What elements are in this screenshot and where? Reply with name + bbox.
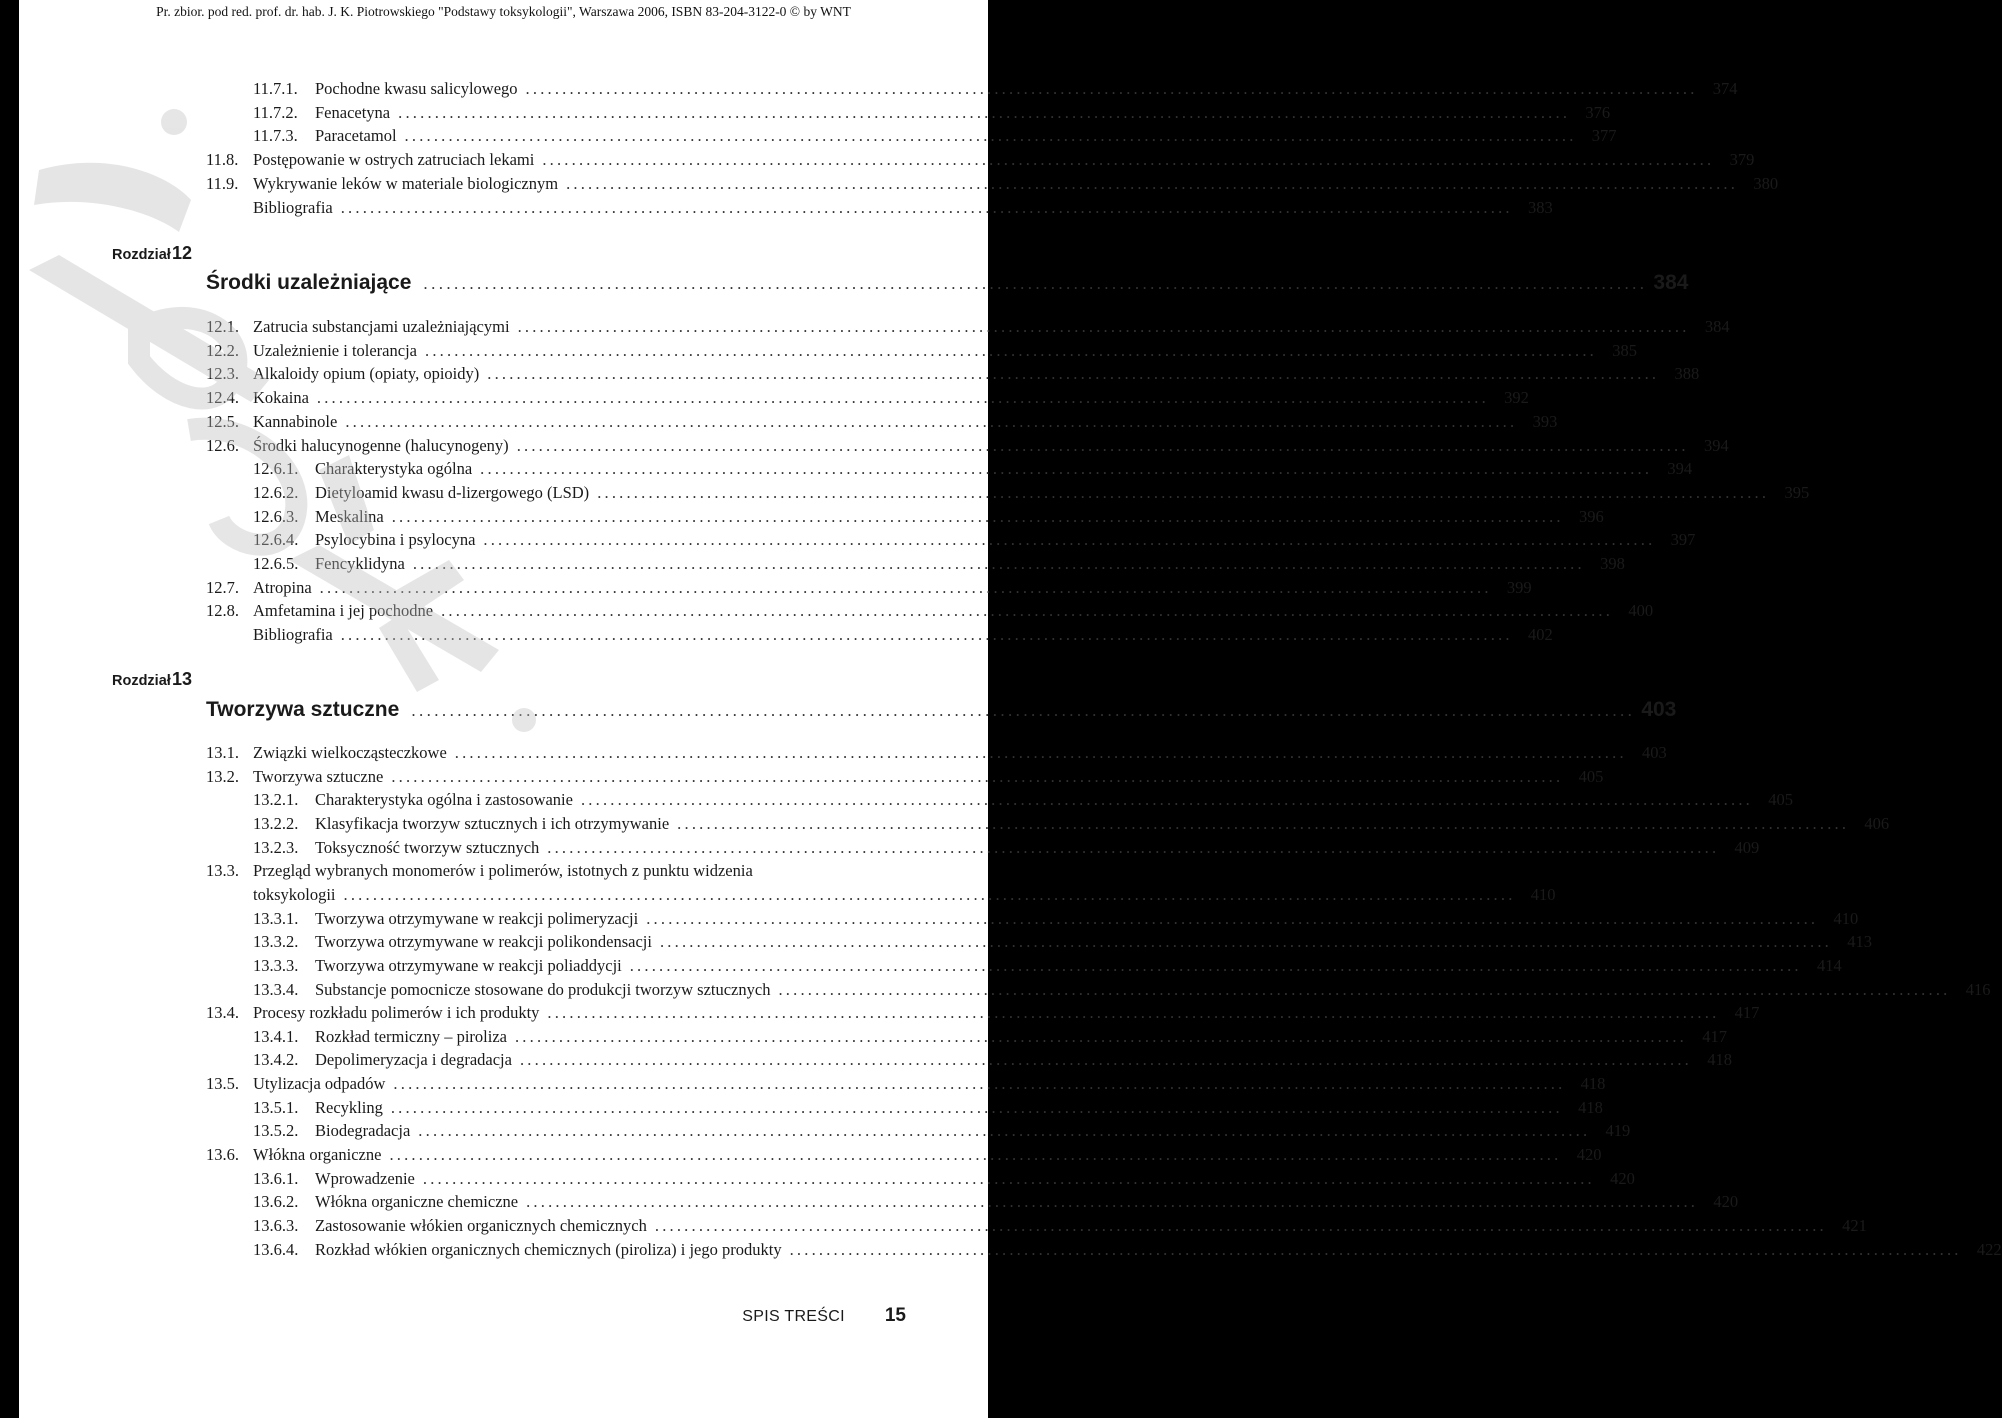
leader-dots: ................................................................................................................................................................ [398, 102, 1571, 122]
toc-entry[interactable] [253, 908, 1859, 930]
toc-entry-page: 414 [1816, 955, 1842, 975]
leader-dots: ................................................................................................................................................................ [514, 1026, 1687, 1046]
toc-entry-number: 11.7.3. [253, 126, 298, 146]
leader-dots: ................................................................................................................................................................ [411, 701, 1636, 720]
toc-entry[interactable] [206, 766, 1604, 788]
footer-section-label: SPIS TREŚCI [742, 1308, 845, 1325]
leader-dots: ................................................................................................................................................................ [423, 274, 1648, 293]
toc-entry-page: 420 [1610, 1168, 1635, 1188]
toc-entry-title: Tworzywa otrzymywane w reakcji poliaddycji [315, 955, 622, 975]
toc-entry-page: 413 [1847, 932, 1872, 952]
leader-dots: ................................................................................................................................................................ [425, 340, 1597, 360]
toc-entry-page: 418 [1580, 1074, 1606, 1094]
toc-entry-number: 13.1. [206, 743, 239, 762]
toc-entry-number: 13.2. [206, 766, 239, 786]
toc-entry-number: 13.4. [206, 1003, 239, 1023]
toc-entry-number: 13.6.4. [253, 1239, 299, 1259]
toc-entry-title: Depolimeryzacja i degradacja [315, 1050, 512, 1070]
toc-entry[interactable] [206, 363, 1700, 385]
toc-entry[interactable] [253, 884, 1556, 906]
leader-dots: ................................................................................................................................................................ [487, 364, 1660, 384]
toc-entry-page: 388 [1674, 364, 1700, 384]
toc-entry-number: 12.3. [206, 364, 239, 384]
toc-entry[interactable] [253, 1120, 1631, 1142]
toc-entry-number: 13.6.3. [253, 1216, 299, 1235]
toc-entry[interactable] [206, 1002, 1760, 1024]
toc-entry[interactable] [253, 955, 1842, 977]
leader-dots: ................................................................................................................................................................ [516, 435, 1689, 455]
toc-entry-page: 406 [1864, 813, 1890, 833]
toc-entry[interactable] [206, 1073, 1606, 1095]
leader-dots: ................................................................................................................................................................ [778, 979, 1951, 999]
toc-entry-title: Kannabinole [253, 411, 338, 431]
toc-entry-number: 12.4. [206, 388, 239, 408]
leader-dots: ................................................................................................................................................................ [454, 743, 1627, 762]
toc-entry-title: Toksyczność tworzyw sztucznych [315, 837, 540, 857]
toc-entry-page: 374 [1712, 79, 1738, 98]
leader-dots: ................................................................................................................................................................ [340, 197, 1513, 217]
toc-entry[interactable] [206, 1144, 1602, 1166]
toc-entry-page: 420 [1713, 1192, 1739, 1212]
chapter-page-number: 384 [1653, 271, 1689, 294]
toc-entry[interactable] [253, 458, 1693, 480]
toc-entry-title: toksykologii [253, 884, 336, 904]
toc-entry[interactable] [253, 102, 1611, 124]
toc-entry[interactable] [253, 931, 1872, 953]
toc-entry-number: 13.6.2. [253, 1192, 299, 1212]
toc-entry-page: 385 [1612, 340, 1637, 360]
toc-entry-number: 11.7.2. [253, 102, 298, 122]
leader-dots: ................................................................................................................................................................ [340, 625, 1513, 645]
toc-entry[interactable] [253, 1191, 1739, 1213]
toc-entry-page: 384 [1704, 317, 1730, 336]
leader-dots: ................................................................................................................................................................ [404, 126, 1577, 146]
toc-entry-page: 419 [1605, 1121, 1631, 1141]
leader-dots: ................................................................................................................................................................ [391, 766, 1564, 786]
toc-entry-number: 12.2. [206, 340, 239, 360]
chapter-label-number: 13 [172, 669, 193, 689]
toc-entry-number: 12.6. [206, 435, 239, 455]
leader-dots: ................................................................................................................................................................ [480, 459, 1653, 479]
toc-entry-page: 383 [1527, 197, 1553, 217]
toc-entry-title: Związki wielkocząsteczkowe [253, 743, 447, 762]
toc-entry-title: Kokaina [253, 388, 309, 408]
toc-entry-number: 13.3.3. [253, 955, 299, 975]
toc-entry-title: Wykrywanie leków w materiale biologicznym [253, 173, 559, 193]
toc-entry[interactable] [253, 553, 1625, 575]
toc-entry-title: Charakterystyka ogólna [315, 459, 473, 479]
toc-entry-title: Atropina [253, 577, 312, 597]
toc-entry-page: 379 [1729, 150, 1755, 170]
leader-dots: ................................................................................................................................................................ [390, 1097, 1563, 1117]
leader-dots: ................................................................................................................................................................ [547, 837, 1720, 857]
toc-entry-title: Tworzywa otrzymywane w reakcji polimeryzacji [315, 908, 639, 928]
toc-entry-number: 13.4.2. [253, 1050, 299, 1070]
toc-entry-title: Bibliografia [253, 197, 333, 217]
leader-dots: ................................................................................................................................................................ [483, 530, 1656, 550]
chapter-12-title[interactable] [206, 268, 1689, 299]
toc-entry[interactable] [206, 600, 1654, 622]
toc-entry-page: 393 [1532, 411, 1558, 431]
leader-dots: ................................................................................................................................................................ [547, 1003, 1720, 1023]
toc-entry-number: 12.6.3. [253, 506, 299, 526]
toc-entry-number: 13.6. [206, 1145, 239, 1165]
toc-entry-title: Paracetamol [315, 126, 397, 146]
toc-entry[interactable] [253, 482, 1810, 504]
leader-dots: ................................................................................................................................................................ [566, 173, 1739, 193]
toc-entry[interactable] [253, 789, 1793, 811]
leader-dots: ................................................................................................................................................................ [542, 150, 1715, 170]
toc-entry-page: 409 [1734, 837, 1760, 857]
toc-entry-number: 12.1. [206, 317, 239, 336]
toc-entry-number: 12.7. [206, 577, 239, 597]
toc-entry-page: 399 [1506, 577, 1532, 597]
toc-entry-title: Psylocybina i psylocyna [315, 530, 476, 550]
toc-entry-title: Substancje pomocnicze stosowane do produkcji tworzyw sztucznych [315, 979, 771, 999]
leader-dots: ................................................................................................................................................................ [525, 79, 1698, 98]
toc-entry-number: 13.5.1. [253, 1097, 299, 1117]
toc-entry-page: 416 [1965, 979, 1991, 999]
toc-entry-title: Charakterystyka ogólna i zastosowanie [315, 790, 573, 810]
toc-entry-number: 12.6.2. [253, 482, 299, 502]
leader-dots: ................................................................................................................................................................ [526, 1192, 1699, 1212]
toc-entry-title: Rozkład termiczny – piroliza [315, 1026, 507, 1046]
toc-entry[interactable] [206, 149, 1755, 171]
toc-entry-title: Fenacetyna [315, 102, 391, 122]
toc-entry-title: Amfetamina i jej pochodne [253, 601, 434, 621]
toc-entry[interactable] [253, 506, 1604, 528]
toc-entry-number: 13.2.1. [253, 790, 299, 810]
toc-entry-title: Tworzywa otrzymywane w reakcji polikondensacji [315, 932, 652, 952]
toc-entry[interactable] [206, 316, 1730, 338]
toc-entry-number: 13.3.4. [253, 979, 299, 999]
toc-entry-page: 420 [1576, 1145, 1602, 1165]
footer-page-number: 15 [884, 1305, 906, 1326]
toc-entry-page: 402 [1527, 625, 1553, 645]
leader-dots: ................................................................................................................................................................ [597, 482, 1770, 502]
leader-dots: ................................................................................................................................................................ [343, 884, 1516, 904]
toc-entry-page: 377 [1591, 126, 1617, 146]
toc-entry-number: 13.2.2. [253, 813, 299, 833]
toc-entry[interactable] [253, 125, 1617, 147]
toc-entry-title: Rozkład włókien organicznych chemicznych (piroliza) i jego produkty [315, 1239, 782, 1259]
toc-entry[interactable] [253, 624, 1553, 646]
toc-entry[interactable] [253, 529, 1696, 551]
chapter-title-text: Tworzywa sztuczne [206, 698, 400, 721]
toc-entry-page: 421 [1842, 1216, 1867, 1235]
toc-entry-number: 12.6.1. [253, 459, 299, 479]
toc-entry[interactable] [253, 1239, 2002, 1261]
chapter-title-text: Środki uzależniające [206, 271, 412, 294]
chapter-13-title[interactable] [206, 695, 1677, 726]
leader-dots: ................................................................................................................................................................ [422, 1168, 1595, 1188]
toc-entry-title: Fencyklidyna [315, 554, 405, 573]
toc-entry-number: 12.6.5. [253, 554, 299, 573]
toc-entry-title: Utylizacja odpadów [253, 1074, 386, 1094]
toc-entry-page: 410 [1530, 884, 1556, 904]
toc-entry-page: 403 [1642, 743, 1667, 762]
toc-entry[interactable] [206, 742, 1667, 764]
toc-entry-title: Biodegradacja [315, 1121, 411, 1141]
toc-entry[interactable] [206, 860, 906, 882]
leader-dots: ................................................................................................................................................................ [659, 932, 1832, 952]
chapter-label-prefix: Rozdział [112, 673, 171, 689]
leader-dots: ................................................................................................................................................................ [654, 1216, 1827, 1235]
toc-entry-title: Tworzywa sztuczne [253, 766, 384, 786]
toc-entry-title: Włókna organiczne [253, 1145, 382, 1165]
page-footer [19, 1305, 906, 1327]
toc-entry-title: Dietyloamid kwasu d-lizergowego (LSD) [315, 482, 590, 502]
toc-entry[interactable] [206, 340, 1637, 362]
page-header: Pr. zbior. pod red. prof. dr. hab. J. K. Piotrowskiego "Podstawy toksykologii", Warszawa 2006, ISBN 83-204-3122-0 © by WNT [156, 4, 851, 19]
toc-entry-page: 397 [1670, 530, 1696, 550]
toc-entry-page: 394 [1703, 435, 1729, 455]
leader-dots: ................................................................................................................................................................ [677, 813, 1850, 833]
toc-entry-title: Uzależnienie i tolerancja [253, 340, 417, 360]
toc-entry-number: 11.9. [206, 173, 239, 193]
toc-entry[interactable] [206, 435, 1729, 457]
toc-entry-page: 380 [1753, 173, 1779, 193]
toc-entry-page: 376 [1585, 102, 1611, 122]
toc-entry-title: Alkaloidy opium (opiaty, opioidy) [253, 364, 480, 384]
toc-entry-number: 13.3.2. [253, 932, 299, 952]
toc-entry-title: Włókna organiczne chemiczne [315, 1192, 519, 1212]
leader-dots: ................................................................................................................................................................ [580, 790, 1753, 810]
toc-entry-page: 417 [1734, 1003, 1760, 1023]
toc-entry-title: Postępowanie w ostrych zatruciach lekami [253, 150, 535, 170]
toc-entry-page: 395 [1784, 482, 1810, 502]
toc-entry-title: Klasyfikacja tworzyw sztucznych i ich otrzymywanie [315, 813, 670, 833]
toc-entry-page: 418 [1707, 1050, 1732, 1070]
toc-entry-number: 13.5. [206, 1074, 239, 1094]
toc-entry-page: 400 [1628, 601, 1654, 621]
toc-entry-number: 12.6.4. [253, 530, 299, 550]
leader-dots: ................................................................................................................................................................ [389, 1145, 1562, 1165]
toc-entry-page: 405 [1578, 766, 1604, 786]
toc-entry[interactable] [253, 837, 1760, 859]
toc-entry-title: Pochodne kwasu salicylowego [315, 79, 518, 98]
toc-entry[interactable] [253, 197, 1553, 219]
toc-entry-number: 13.2.3. [253, 837, 299, 857]
toc-entry-page: 410 [1833, 908, 1859, 928]
toc-entry-title: Przegląd wybranych monomerów i polimerów, istotnych z punktu widzenia [253, 861, 753, 881]
toc-entry-page: 398 [1600, 554, 1625, 573]
toc-entry[interactable] [253, 1168, 1635, 1190]
toc-entry-page: 394 [1667, 459, 1693, 479]
toc-entry-number: 12.5. [206, 411, 239, 431]
leader-dots: ................................................................................................................................................................ [412, 554, 1585, 573]
chapter-12-label [112, 242, 192, 266]
toc-entry[interactable] [206, 173, 1779, 195]
toc-entry-number: 12.8. [206, 601, 239, 621]
chapter-page-number: 403 [1641, 698, 1677, 721]
leader-dots: ................................................................................................................................................................ [393, 1074, 1566, 1094]
leader-dots: ................................................................................................................................................................ [789, 1239, 1962, 1259]
toc-entry-page: 417 [1702, 1026, 1727, 1046]
toc-entry[interactable] [253, 813, 1890, 835]
leader-dots: ................................................................................................................................................................ [391, 506, 1564, 526]
leader-dots: ................................................................................................................................................................ [319, 577, 1492, 597]
toc-entry-title: Zatrucia substancjami uzależniającymi [253, 317, 510, 336]
toc-entry-title: Zastosowanie włókien organicznych chemicznych [315, 1216, 647, 1235]
toc-entry[interactable] [206, 387, 1529, 409]
toc-entry-title: Bibliografia [253, 625, 333, 645]
leader-dots: ................................................................................................................................................................ [441, 601, 1614, 621]
toc-entry[interactable] [253, 1215, 1867, 1237]
toc-entry-page: 422 [1976, 1239, 2002, 1259]
toc-entry-number: 13.3.1. [253, 908, 299, 928]
toc-entry-title: Recykling [315, 1097, 383, 1117]
toc-entry-title: Wprowadzenie [315, 1168, 415, 1188]
chapter-13-label [112, 668, 192, 692]
chapter-label-prefix: Rozdział [112, 247, 171, 263]
toc-entry-page: 418 [1578, 1097, 1603, 1117]
leader-dots: ................................................................................................................................................................ [345, 411, 1518, 431]
toc-entry[interactable] [206, 577, 1532, 599]
leader-dots: ................................................................................................................................................................ [418, 1121, 1591, 1141]
toc-entry[interactable] [253, 1049, 1732, 1071]
toc-entry-title: Meskalina [315, 506, 384, 526]
toc-entry-page: 405 [1768, 790, 1793, 810]
toc-entry-number: 11.7.1. [253, 79, 298, 98]
leader-dots: ................................................................................................................................................................ [517, 317, 1690, 336]
toc-entry-title: Procesy rozkładu polimerów i ich produkty [253, 1003, 540, 1023]
toc-entry[interactable] [253, 1097, 1603, 1119]
toc-entry-number: 11.8. [206, 150, 239, 170]
toc-entry-number: 13.6.1. [253, 1168, 299, 1188]
toc-entry[interactable] [253, 78, 1738, 100]
toc-entry[interactable] [206, 411, 1558, 433]
chapter-label-number: 12 [172, 243, 193, 263]
document-page [19, 0, 2002, 1418]
toc-entry-page: 392 [1504, 388, 1529, 408]
leader-dots: ................................................................................................................................................................ [646, 908, 1819, 928]
leader-dots: ................................................................................................................................................................ [519, 1050, 1692, 1070]
toc-entry[interactable] [253, 979, 1991, 1001]
toc-entry-number: 13.3. [206, 861, 239, 881]
toc-entry-page: 396 [1578, 506, 1604, 526]
leader-dots: ................................................................................................................................................................ [629, 955, 1802, 975]
toc-entry-number: 13.5.2. [253, 1121, 299, 1141]
toc-entry[interactable] [253, 1026, 1727, 1048]
toc-entry-title: Środki halucynogenne (halucynogeny) [253, 435, 509, 455]
leader-dots: ................................................................................................................................................................ [316, 388, 1489, 408]
toc-entry-number: 13.4.1. [253, 1026, 299, 1046]
